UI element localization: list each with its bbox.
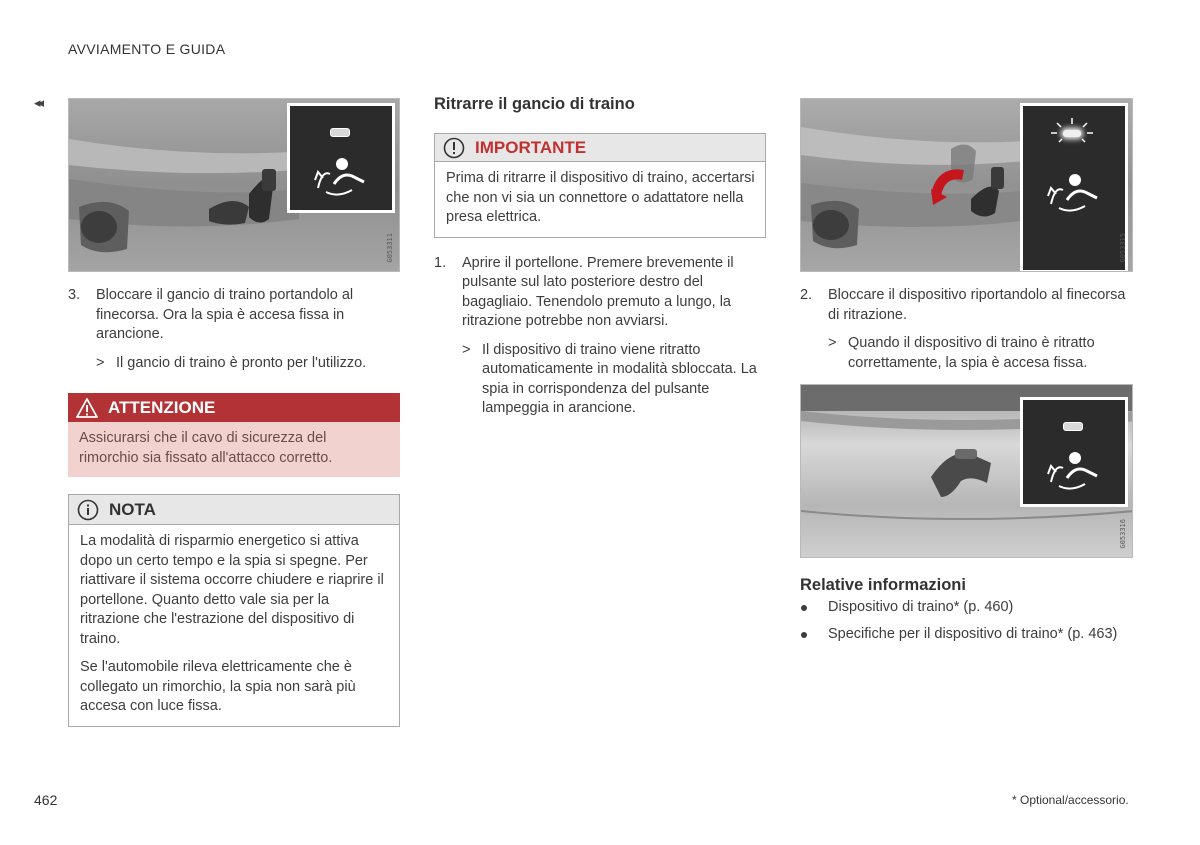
button-inset	[287, 103, 395, 213]
section-header: AVVIAMENTO E GUIDA	[68, 41, 226, 57]
result-arrow: >	[828, 335, 837, 351]
right-column	[800, 98, 1133, 644]
related-info-title: Relative informazioni	[800, 576, 966, 594]
step-1	[434, 254, 766, 332]
bullet-dot	[801, 632, 807, 638]
step-3	[68, 286, 400, 345]
step-text: Bloccare il dispositivo riportandolo al finecorsa di ritrazione.	[828, 287, 1126, 323]
warning-triangle-icon	[76, 398, 98, 418]
press-gesture-icon	[312, 150, 372, 200]
step-text: Bloccare il gancio di traino portandolo al finecorsa. Ora la spia è accesa fissa in arancione.	[96, 287, 354, 342]
step-2-result	[800, 334, 1133, 373]
warning-title-bar	[68, 393, 400, 422]
important-exclamation-icon	[443, 137, 465, 159]
result-arrow: >	[96, 354, 105, 371]
related-link-2[interactable]	[800, 625, 1133, 645]
note-paragraph-2: Se l'automobile rileva elettricamente che è collegato un rimorchio, la spia non sarà più accesa con luce fissa.	[80, 659, 356, 714]
important-title-bar	[435, 134, 765, 162]
result-arrow: >	[462, 341, 471, 358]
figure-code: G053316	[1119, 519, 1127, 549]
note-title-bar	[69, 495, 399, 525]
figure-code: G053315	[1119, 233, 1127, 263]
step-2	[800, 286, 1133, 325]
page-number: 462	[34, 792, 58, 808]
info-icon	[77, 499, 99, 521]
related-link-1[interactable]	[800, 598, 1133, 618]
left-column	[68, 98, 400, 727]
footnote: * Optional/accessorio.	[1012, 793, 1129, 807]
result-text: Il gancio di traino è pronto per l'utilizzo.	[116, 354, 367, 371]
step-text: Aprire il portellone. Premere brevemente il pulsante sul lato posteriore destro del bagagliaio. Tenendolo premuto a lungo, la ritrazione potrebbe non avviarsi.	[462, 254, 734, 329]
important-body: Prima di ritrarre il dispositivo di traino, accertarsi che non vi sia un connettore o adattatore nella presa elettrica.	[446, 170, 755, 225]
back-arrows-icon[interactable]: ◂◂	[34, 95, 42, 110]
note-title: NOTA	[109, 499, 156, 519]
warning-box	[68, 393, 400, 477]
related-link-text[interactable]: Dispositivo di traino* (p. 460)	[828, 599, 1014, 615]
step-1-result	[434, 341, 766, 419]
note-paragraph-1: La modalità di risparmio energetico si attiva dopo un certo tempo e la spia si spegne. Per riattivare il sistema occorre chiudere e riaprire il portellone. Quanto detto vale sia per la ritrazione che l'estrazione del dispositivo di traino.	[80, 533, 384, 647]
figure-tow-hook-locked	[68, 98, 400, 272]
figure-tow-hook-stowed	[800, 384, 1133, 558]
middle-column	[434, 95, 766, 419]
lamp-rays-icon	[1047, 118, 1097, 148]
figure-code: G053311	[386, 233, 394, 263]
warning-body: Assicurarsi che il cavo di sicurezza del rimorchio sia fissato all'attacco corretto.	[68, 422, 400, 477]
note-box	[68, 494, 400, 727]
button-inset	[1020, 397, 1128, 507]
bullet-dot	[801, 605, 807, 611]
button-inset	[1020, 103, 1128, 272]
important-box	[434, 133, 766, 238]
indicator-lamp-icon	[1063, 422, 1083, 431]
figure-tow-hook-retracting	[800, 98, 1133, 272]
result-text: Quando il dispositivo di traino è ritratto correttamente, la spia è accesa fissa.	[848, 335, 1095, 371]
step-number: 3.	[68, 287, 81, 303]
press-gesture-icon	[1045, 444, 1105, 494]
result-text: Il dispositivo di traino viene ritratto automaticamente in modalità sbloccata. La spia in corrispondenza del pulsante lampeggia in arancione.	[482, 341, 757, 416]
important-title: IMPORTANTE	[475, 137, 587, 157]
related-link-text[interactable]: Specifiche per il dispositivo di traino* (p. 463)	[828, 625, 1118, 642]
indicator-lamp-icon	[330, 128, 350, 137]
press-gesture-icon	[1045, 166, 1105, 216]
step-number: 2.	[800, 287, 813, 303]
step-3-result	[68, 354, 400, 374]
warning-title: ATTENZIONE	[108, 397, 216, 417]
step-number: 1.	[434, 254, 447, 271]
section-title: Ritrarre il gancio di traino	[434, 95, 635, 113]
